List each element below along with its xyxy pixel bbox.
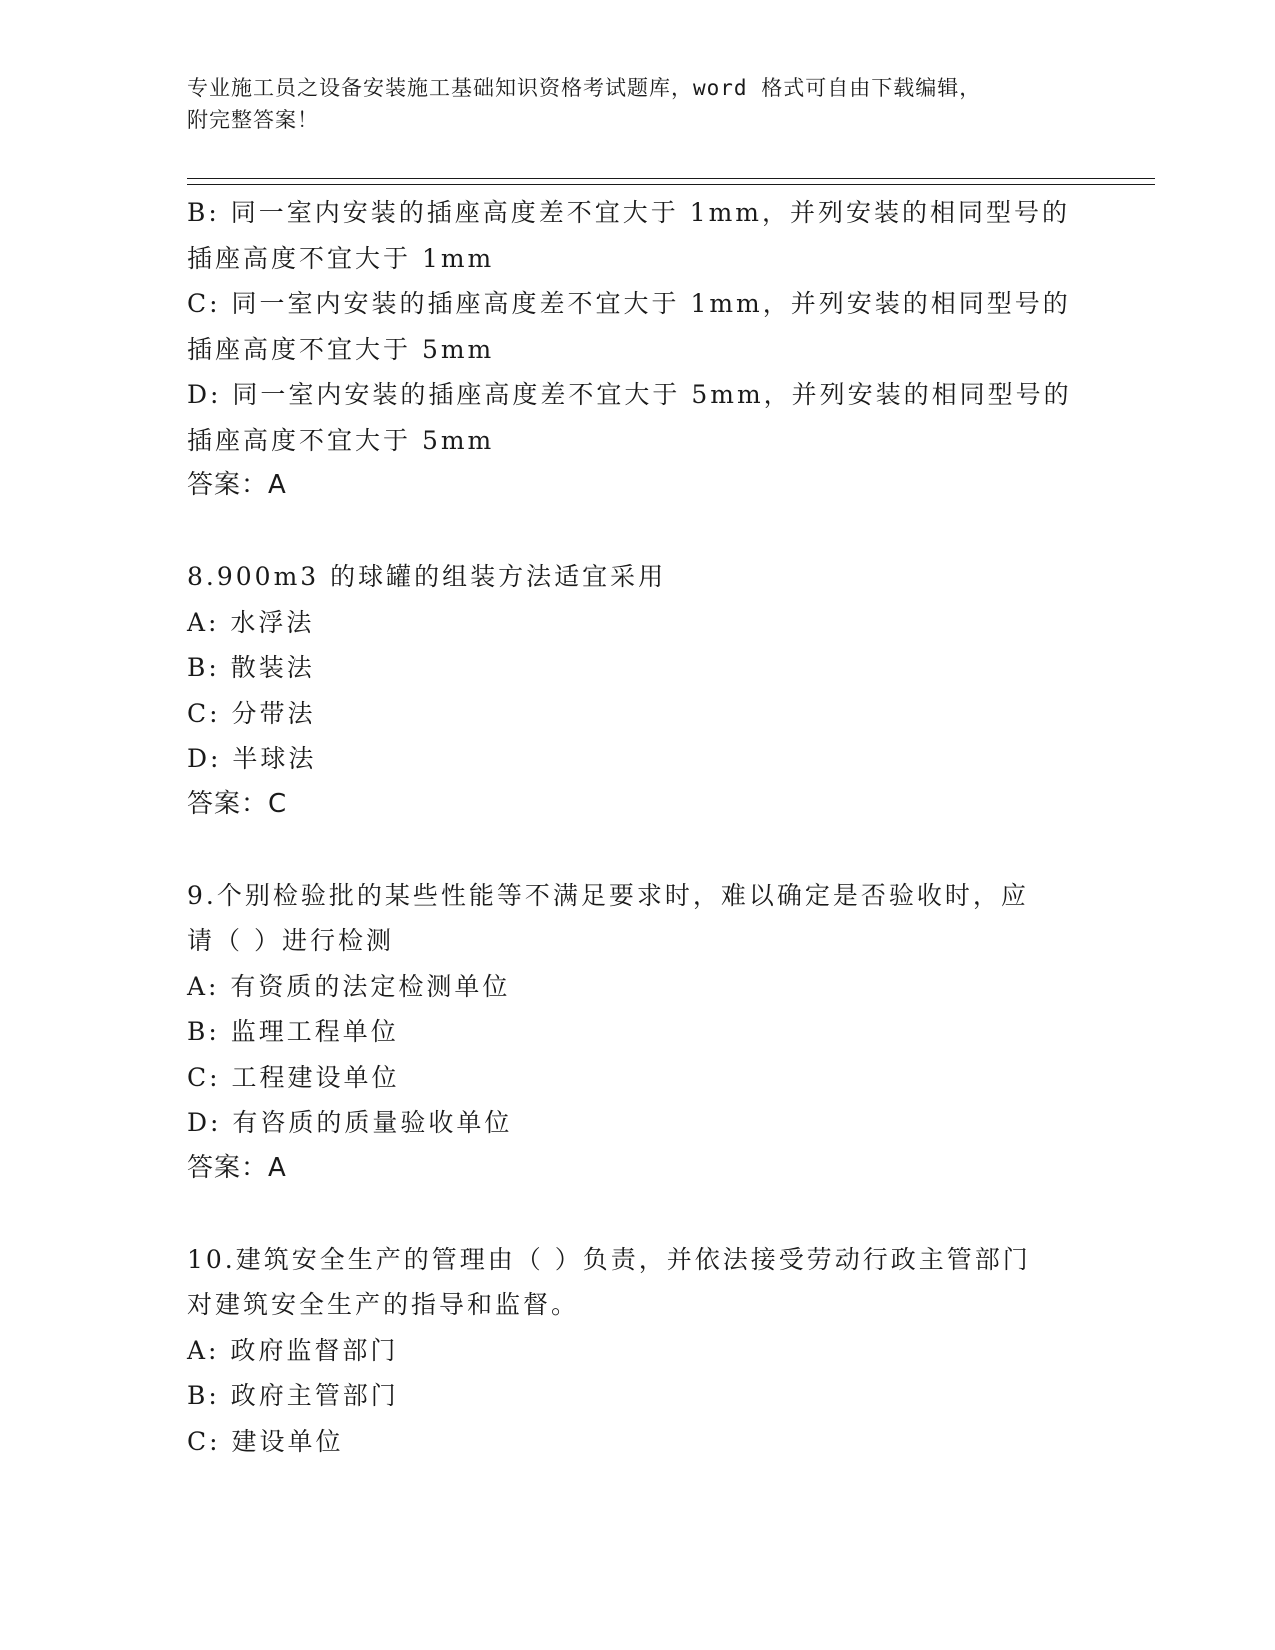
option-b: B: 监理工程单位 <box>187 1017 399 1046</box>
option-c: C: 分带法 <box>187 698 316 728</box>
question-text-line-1: 10.建筑安全生产的管理由（ ）负责，并依法接受劳动行政主管部门 <box>187 1244 1031 1274</box>
header-line-2: 附完整答案！ <box>187 108 319 132</box>
answer-line: 答案：A <box>187 470 287 500</box>
document-header <box>187 72 1067 136</box>
option-d: D: 半球法 <box>187 744 317 773</box>
question-text: 8.900m3 的球罐的组装方法适宜采用 <box>187 562 667 591</box>
question-8 <box>187 554 1067 827</box>
spacer <box>187 827 1067 873</box>
option-b: B: 散装法 <box>187 653 315 682</box>
option-d-line-2: 插座高度不宜大于 5mm <box>187 425 495 455</box>
question-text-line-2: 请（ ）进行检测 <box>187 926 394 955</box>
option-c: C: 建设单位 <box>187 1426 344 1456</box>
answer-line: 答案：C <box>187 788 288 819</box>
question-9 <box>187 873 1067 1192</box>
option-a: A: 政府监督部门 <box>187 1335 399 1365</box>
header-divider-bottom <box>187 184 1155 185</box>
header-line-1: 专业施工员之设备安装施工基础知识资格考试题库，word 格式可自由下载编辑， <box>187 76 982 100</box>
option-d: D: 有咨质的质量验收单位 <box>187 1108 513 1137</box>
question-text-line-1: 9.个别检验批的某些性能等不满足要求时，难以确定是否验收时，应 <box>187 880 1029 910</box>
option-b: B: 政府主管部门 <box>187 1381 399 1410</box>
question-10 <box>187 1237 1067 1465</box>
spacer <box>187 1191 1067 1237</box>
option-b-line-2: 插座高度不宜大于 1mm <box>187 243 495 273</box>
question-text-line-2: 对建筑安全生产的指导和监督。 <box>187 1290 580 1319</box>
option-d-line-1: D: 同一室内安装的插座高度差不宜大于 5mm，并列安装的相同型号的 <box>187 380 1072 409</box>
header-divider-top <box>187 178 1155 179</box>
answer-line: 答案：A <box>187 1152 287 1183</box>
option-c-line-2: 插座高度不宜大于 5mm <box>187 334 495 364</box>
option-a: A: 有资质的法定检测单位 <box>187 971 511 1001</box>
option-c-line-1: C: 同一室内安装的插座高度差不宜大于 1mm，并列安装的相同型号的 <box>187 289 1071 318</box>
option-b-line-1: B: 同一室内安装的插座高度差不宜大于 1mm，并列安装的相同型号的 <box>187 198 1071 227</box>
question-7-tail <box>187 190 1072 509</box>
option-a: A: 水浮法 <box>187 607 315 637</box>
question-content <box>187 190 1072 1464</box>
option-c: C: 工程建设单位 <box>187 1062 400 1092</box>
spacer <box>187 509 1067 555</box>
